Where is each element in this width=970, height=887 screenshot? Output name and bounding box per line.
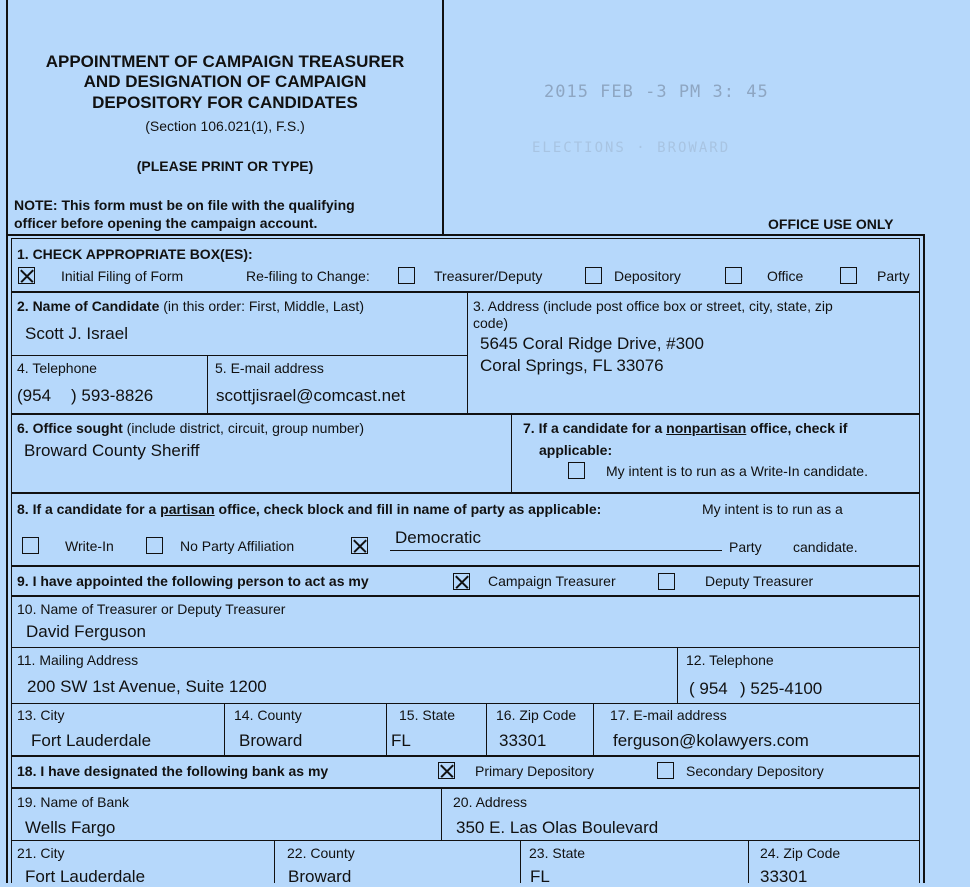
candidate-name-value[interactable]: Scott J. Israel	[25, 324, 128, 343]
form-title-line2: AND DESIGNATION OF CAMPAIGN	[83, 72, 367, 91]
s2-top	[11, 291, 920, 293]
s4-label: 4. Telephone	[17, 360, 97, 376]
treasurer-name-value[interactable]: David Ferguson	[26, 622, 147, 641]
secondary-depository-checkbox[interactable]	[657, 762, 674, 779]
s3-label-line2: code)	[473, 315, 509, 331]
initial-filing-checkbox[interactable]	[18, 267, 35, 284]
treasurer-deputy-checkbox[interactable]	[398, 267, 415, 284]
bank-city-value[interactable]: Fort Lauderdale	[25, 867, 146, 886]
treasurer-address-value[interactable]: 200 SW 1st Avenue, Suite 1200	[27, 677, 267, 696]
treasurer-state-value[interactable]: FL	[391, 731, 411, 750]
s18-label: 18. I have designated the following bank as my	[17, 763, 329, 779]
s13-label: 13. City	[17, 707, 65, 723]
s11-s12-divider	[677, 647, 678, 703]
s6-s7-divider	[511, 414, 512, 493]
s13-s14-divider	[224, 703, 225, 755]
npa-checkbox[interactable]	[146, 537, 163, 554]
s8-label: 8. If a candidate for a partisan office, check block and fill in name of party as applicable:	[17, 501, 602, 517]
partisan-writein-label: Write-In	[65, 538, 114, 554]
party-checkbox[interactable]	[840, 267, 857, 284]
header-left-border	[6, 0, 8, 235]
s9-top	[11, 565, 920, 567]
table-right-border	[923, 234, 925, 883]
treasurer-email-value[interactable]: ferguson@kolawyers.com	[613, 731, 809, 750]
refiling-label: Re-filing to Change:	[246, 268, 370, 284]
s8-top	[11, 492, 920, 494]
s14-s15-divider	[386, 703, 387, 755]
s7-label-line2: applicable:	[539, 442, 613, 458]
campaign-treasurer-label: Campaign Treasurer	[488, 573, 616, 589]
primary-depository-checkbox[interactable]	[438, 762, 455, 779]
treasurer-phone-number[interactable]: ) 525-4100	[740, 679, 823, 698]
treasurer-city-value[interactable]: Fort Lauderdale	[31, 731, 152, 750]
s21-label: 21. City	[17, 845, 65, 861]
depository-label: Depository	[614, 268, 681, 284]
s1-label: 1. CHECK APPROPRIATE BOX(ES):	[17, 246, 253, 262]
s9-label: 9. I have appointed the following person to act as my	[17, 573, 369, 589]
s6-top	[11, 413, 920, 415]
s11-label: 11. Mailing Address	[17, 652, 139, 668]
s17-label: 17. E-mail address	[610, 707, 727, 723]
s22-s23-divider	[520, 840, 521, 883]
treasurer-zip-value[interactable]: 33301	[499, 731, 547, 750]
s20-label: 20. Address	[453, 794, 527, 810]
s10-label: 10. Name of Treasurer or Deputy Treasurer	[17, 601, 286, 617]
form-title-line3: DEPOSITORY FOR CANDIDATES	[92, 93, 358, 112]
s21-s22-divider	[274, 840, 275, 883]
campaign-treasurer-checkbox[interactable]	[453, 573, 470, 590]
statute-reference: (Section 106.021(1), F.S.)	[145, 118, 305, 134]
print-instruction: (PLEASE PRINT OR TYPE)	[136, 158, 314, 174]
secondary-depository-label: Secondary Depository	[686, 763, 824, 779]
s15-label: 15. State	[399, 707, 456, 723]
s19-label: 19. Name of Bank	[17, 794, 130, 810]
s23-label: 23. State	[529, 845, 586, 861]
office-use-label: OFFICE USE ONLY	[768, 216, 894, 232]
s7-label-line1: 7. If a candidate for a nonpartisan office, check if	[523, 420, 848, 436]
s24-label: 24. Zip Code	[760, 845, 841, 861]
treasurer-county-value[interactable]: Broward	[239, 731, 303, 750]
form-title-line1: APPOINTMENT OF CAMPAIGN TREASURER	[45, 52, 405, 71]
s4-s5-divider	[207, 355, 208, 414]
candidate-phone-area[interactable]: (954	[17, 386, 52, 405]
partisan-writein-checkbox[interactable]	[22, 537, 39, 554]
nonpartisan-writein-label: My intent is to run as a Write-In candidate.	[606, 463, 868, 479]
s2-s3-divider	[467, 292, 468, 414]
bank-address-value[interactable]: 350 E. Las Olas Boulevard	[456, 818, 659, 837]
bank-county-value[interactable]: Broward	[288, 867, 352, 886]
table-left-border	[6, 234, 8, 883]
s23-s24-divider	[748, 840, 749, 883]
s22-label: 22. County	[287, 845, 355, 861]
header-divider	[442, 0, 444, 235]
deputy-treasurer-label: Deputy Treasurer	[705, 573, 814, 589]
bank-state-value[interactable]: FL	[530, 867, 550, 886]
faded-stamp: ELECTIONS · BROWARD	[532, 140, 731, 156]
initial-filing-label: Initial Filing of Form	[61, 268, 184, 284]
s2-label: 2. Name of Candidate (in this order: First, Middle, Last)	[17, 298, 364, 314]
received-date-stamp: 2015 FEB -3 PM 3: 45	[544, 82, 769, 102]
bank-zip-value[interactable]: 33301	[760, 867, 808, 886]
s8-label-intent: My intent is to run as a	[702, 501, 843, 517]
candidate-address-line2[interactable]: Coral Springs, FL 33076	[480, 356, 664, 375]
party-name-value[interactable]: Democratic	[395, 528, 481, 547]
s18-top	[11, 755, 920, 757]
nonpartisan-writein-checkbox[interactable]	[568, 462, 585, 479]
table-top-border	[6, 234, 925, 236]
s15-s16-divider	[486, 703, 487, 755]
party-label: Party	[877, 268, 910, 284]
note-line2: officer before opening the campaign account.	[14, 215, 318, 231]
s4-top	[11, 355, 467, 356]
treasurer-deputy-label: Treasurer/Deputy	[434, 268, 543, 284]
party-name-underline	[390, 550, 722, 551]
party-word: Party	[729, 539, 762, 555]
candidate-phone-number[interactable]: ) 593-8826	[71, 386, 154, 405]
candidate-address-line1[interactable]: 5645 Coral Ridge Drive, #300	[480, 334, 704, 353]
note-line1: NOTE: This form must be on file with the qualifying	[14, 197, 355, 213]
candidate-email-value[interactable]: scottjisrael@comcast.net	[216, 386, 406, 405]
s12-label: 12. Telephone	[686, 652, 774, 668]
npa-label: No Party Affiliation	[180, 538, 295, 554]
s11-top	[11, 647, 920, 648]
candidate-word: candidate.	[793, 539, 858, 555]
s14-label: 14. County	[234, 707, 302, 723]
s16-s17-divider	[593, 703, 594, 755]
treasurer-phone-area[interactable]: ( 954	[689, 679, 728, 698]
s3-label-line1: 3. Address (include post office box or street, city, state, zip	[473, 298, 833, 314]
s19-s20-divider	[441, 788, 442, 840]
s21-top	[11, 840, 920, 841]
party-named-checkbox[interactable]	[351, 537, 368, 554]
s5-label: 5. E-mail address	[215, 360, 324, 376]
bank-name-value[interactable]: Wells Fargo	[25, 818, 116, 837]
primary-depository-label: Primary Depository	[475, 763, 595, 779]
s10-top	[11, 595, 920, 597]
s13-top	[11, 703, 920, 704]
deputy-treasurer-checkbox[interactable]	[658, 573, 675, 590]
office-checkbox[interactable]	[725, 267, 742, 284]
s1-top	[11, 238, 920, 239]
s6-label: 6. Office sought (include district, circuit, group number)	[17, 420, 364, 436]
office-sought-value[interactable]: Broward County Sheriff	[24, 441, 200, 460]
depository-checkbox[interactable]	[585, 267, 602, 284]
s19-top	[11, 787, 920, 789]
office-label: Office	[767, 268, 804, 284]
s16-label: 16. Zip Code	[496, 707, 577, 723]
